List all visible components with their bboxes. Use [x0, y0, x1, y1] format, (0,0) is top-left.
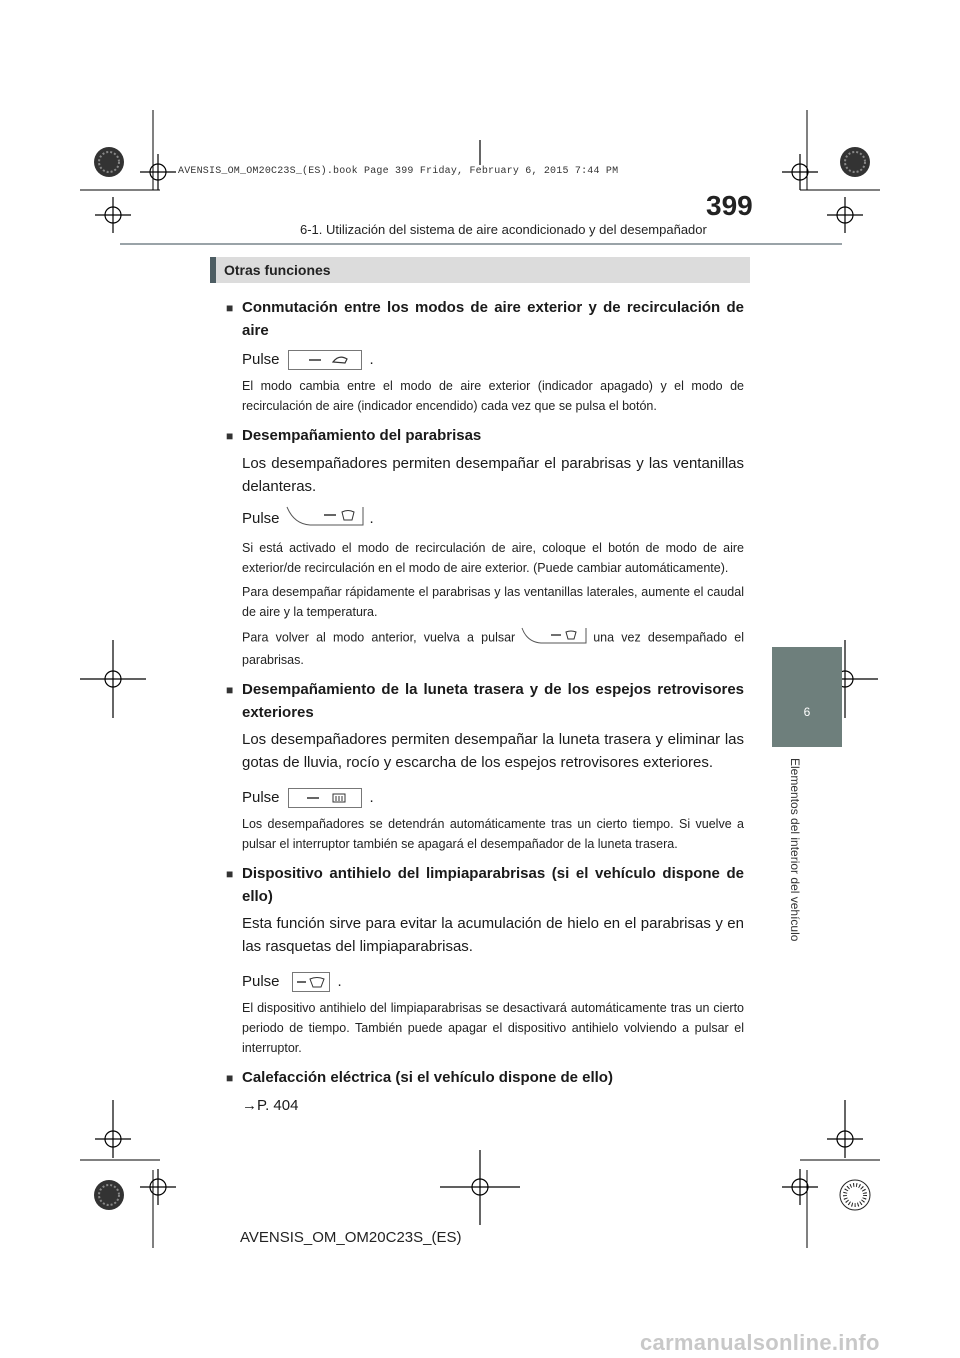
pulse-line: Pulse .	[242, 789, 374, 806]
registration-disc-bottom-left	[94, 1180, 124, 1210]
page-number: 399	[706, 190, 753, 221]
rear-defog-icon	[289, 789, 361, 807]
crosshair-bottom-right	[782, 1169, 818, 1205]
wiper-deicer-button	[292, 972, 330, 992]
page-reference: →P. 404	[242, 1097, 299, 1114]
chapter-tab	[772, 647, 842, 747]
crosshair-left-mid	[80, 640, 146, 718]
bullet-square-icon: ■	[226, 301, 234, 315]
windshield-defog-icon	[286, 504, 364, 526]
item-heading-electric-heating: ■ Calefacción eléctrica (si el vehículo dispone de ello)	[226, 1066, 744, 1090]
pulse-line: Pulse .	[242, 504, 744, 534]
item-heading-windshield-defog: ■ Desempañamiento del parabrisas	[226, 424, 744, 448]
crosshair-left-bottom	[95, 1100, 131, 1158]
main-content	[226, 288, 744, 1117]
crosshair-top-left	[140, 154, 176, 190]
note: Para desempañar rápidamente el parabrisas y las ventanillas laterales, aumente el caudal de aire y la temperatura.	[242, 585, 744, 619]
note: Los desempañadores se detendrán automáticamente tras un cierto tiempo. Si vuelve a pulsar el interruptor también se apagará el desempañador de la luneta trasera.	[242, 817, 744, 851]
note-with-button: Para volver al modo anterior, vuelva a pulsar una vez desempañado el parabrisas.	[242, 626, 744, 670]
pulse-line: Pulse .	[242, 351, 374, 368]
section-title: 6-1. Utilización del sistema de aire acondicionado y del desempañador	[300, 222, 707, 237]
bullet-square-icon: ■	[226, 683, 234, 697]
intro-text: Esta función sirve para evitar la acumulación de hielo en el parabrisas y en las rasquetas del limpiaparabrisas.	[242, 915, 744, 955]
crosshair-bottom-left	[140, 1169, 176, 1205]
bullet-square-icon: ■	[226, 867, 234, 881]
crosshair-top-right	[782, 154, 818, 190]
watermark: carmanualsonline.info	[640, 1330, 880, 1355]
windshield-defog-button	[286, 504, 364, 534]
item-heading-wiper-deicer: ■ Dispositivo antihielo del limpiaparabrisas (si el vehículo dispone de ello)	[226, 862, 744, 908]
intro-text: Los desempañadores permiten desempañar la luneta trasera y eliminar las gotas de lluvia, rocío y escarcha de los espejos retrovisores exteriores.	[242, 731, 744, 771]
item-heading-recirculation: ■ Conmutación entre los modos de aire exterior y de recirculación de aire	[226, 296, 744, 342]
heading-accent	[210, 257, 216, 283]
windshield-defog-icon	[521, 626, 587, 644]
header-divider	[120, 243, 842, 245]
recirculation-button	[288, 350, 362, 370]
registration-disc-top-right	[840, 147, 870, 177]
others-heading: Otras funciones	[224, 262, 331, 278]
pulse-line: Pulse .	[242, 973, 342, 990]
registration-disc-top-left	[94, 147, 124, 177]
crosshair-right-top	[827, 197, 863, 233]
crosshair-right-bottom	[827, 1100, 863, 1158]
item-heading-rear-defog: ■ Desempañamiento de la luneta trasera y de los espejos retrovisores exteriores	[226, 678, 744, 724]
wiper-deicer-icon	[293, 973, 329, 991]
footer-text: AVENSIS_OM_OM20C23S_(ES)	[240, 1229, 462, 1246]
chapter-label	[785, 758, 805, 968]
note: El modo cambia entre el modo de aire exterior (indicador apagado) y el modo de recirculación de aire (indicador encendido) cada vez que se pulsa el botón.	[242, 379, 744, 413]
others-heading-bar	[210, 257, 750, 283]
print-header: AVENSIS_OM_OM20C23S_(ES).book Page 399 Friday, February 6, 2015 7:44 PM	[178, 166, 619, 177]
note: Si está activado el modo de recirculación de aire, coloque el botón de modo de aire exterior/de recirculación en el modo de aire exterior. (Puede cambiar automáticamente).	[242, 541, 744, 575]
chapter-number: 6	[803, 705, 811, 719]
rear-defog-button	[288, 788, 362, 808]
crosshair-bottom-center	[440, 1150, 520, 1225]
crosshair-left-top	[95, 197, 131, 233]
bullet-square-icon: ■	[226, 1071, 234, 1085]
intro-text: Los desempañadores permiten desempañar el parabrisas y las ventanillas delanteras.	[242, 455, 744, 495]
note: El dispositivo antihielo del limpiaparabrisas se desactivará automáticamente tras un cierto periodo de tiempo. También puede apagar el dispositivo antihielo volviendo a pulsar el interruptor.	[242, 1001, 744, 1055]
recirculation-icon	[289, 351, 361, 369]
windshield-defog-button-inline	[521, 626, 587, 650]
bullet-square-icon: ■	[226, 429, 234, 443]
registration-disc-bottom-right	[840, 1180, 870, 1210]
chapter-label-text: Elementos del interior del vehículo	[788, 758, 802, 942]
